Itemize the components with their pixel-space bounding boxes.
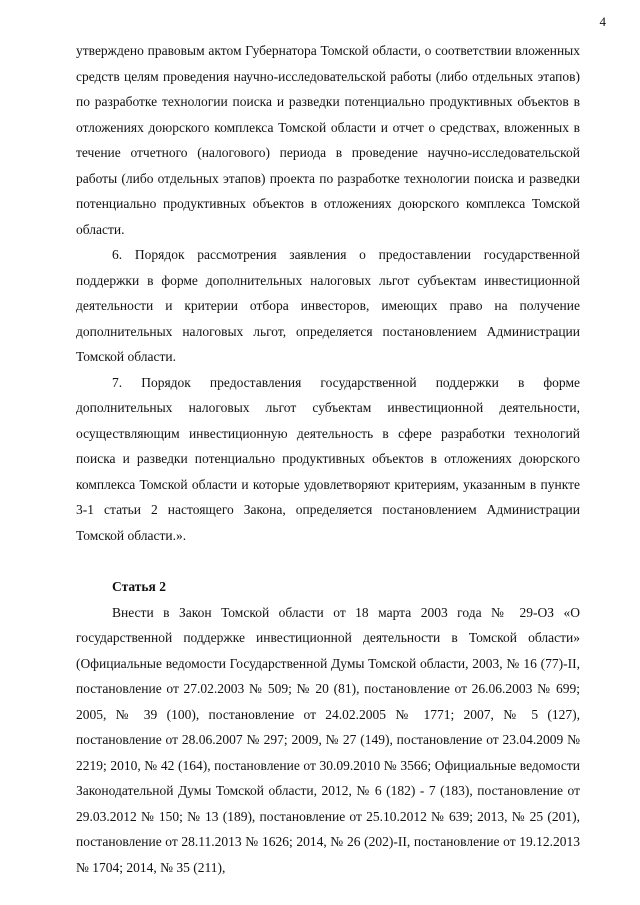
paragraph-item-7: 7. Порядок предоставления государственной поддержки в форме дополнительных налоговых льгот субъектам инвестиционной деятельности, осуществляющим инвестиционную деятельность в сфере разработки технологий поиска и разведки потенциально продуктивных объектов в отложениях доюрского комплекса Томской области и которые удовлетворяют критериям, указанным в пункте 3-1 статьи 2 настоящего Закона, определяется постановлением Администрации Томской области.». [76,374,580,543]
paragraph-continuation: утверждено правовым актом Губернатора Томской области, о соответствии вложенных средств целям проведения научно-исследовательской работы (либо отдельных этапов) по разработке технологии поиска и разведки потенциально продуктивных объектов в отложениях доюрского комплекса Томской области и отчет о средствах, вложенных в течение отчетного (налогового) периода в проведение научно-исследовательской работы (либо отдельных этапов) проекта по разработке технологии поиска и разведки потенциально продуктивных объектов в отложениях доюрского комплекса Томской области. [76,43,580,237]
paragraph-item-6: 6. Порядок рассмотрения заявления о предоставлении государственной поддержки в форме дополнительных налоговых льгот субъектам инвестиционной деятельности и критерии отбора инвесторов, имеющих право на получение дополнительных налоговых льгот, определяется постановлением Администрации Томской области. [76,247,580,364]
section-gap [76,548,580,574]
document-body [76,38,580,880]
article-heading: Статья 2 [112,579,166,594]
page-number: 4 [599,14,606,29]
article-paragraph: Внести в Закон Томской области от 18 марта 2003 года № 29-ОЗ «О государственной поддержке инвестиционной деятельности в Томской области» (Официальные ведомости Государственной Думы Томской области, 2003, № 16 (77)-II, постановление от 27.02.2003 № 509; № 20 (81), постановление от 26.06.2003 № 699; 2005, № 39 (100), постановление от 24.02.2005 № 1771; 2007, № 5 (127), постановление от 28.06.2007 № 297; 2009, № 27 (149), постановление от 23.04.2009 № 2219; 2010, № 42 (164), постановление от 30.09.2010 № 3566; Официальные ведомости Законодательной Думы Томской области, 2012, № 6 (182) - 7 (183), постановление от 29.03.2012 № 150; № 13 (189), постановление от 25.10.2012 № 639; 2013, № 25 (201), постановление от 28.11.2013 № 1626; 2014, № 26 (202)-II, постановление от 19.12.2013 № 1704; 2014, № 35 (211), [76,604,580,875]
